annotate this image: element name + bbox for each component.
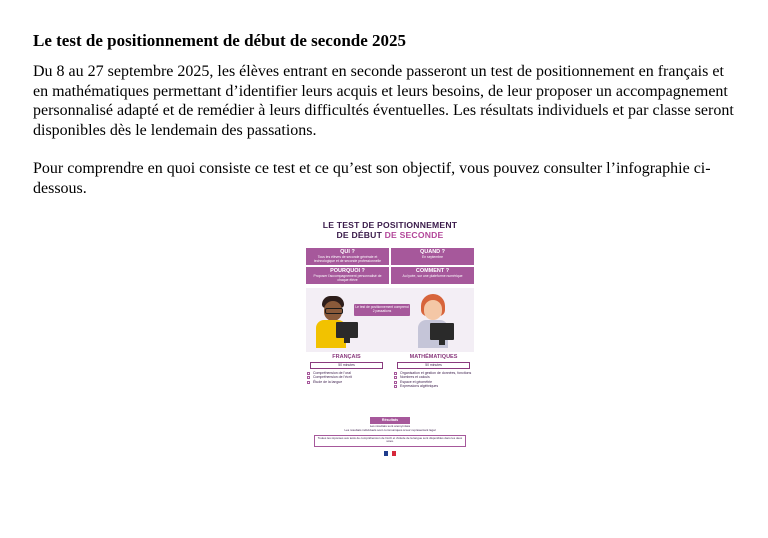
document-title: Le test de positionnement de début de seconde 2025 — [33, 31, 407, 50]
subject-heading: MATHÉMATIQUES — [409, 354, 458, 360]
cell-heading: QUI ? — [340, 249, 355, 255]
document — [33, 30, 738, 198]
title-part: DE DÉBUT — [336, 229, 385, 240]
monitor-stand — [344, 338, 350, 343]
cell-heading: COMMENT ? — [415, 268, 450, 274]
cell-heading: QUAND ? — [419, 249, 446, 255]
passations-bubble: Le test de positionnement comprend 2 passations — [354, 304, 410, 316]
republic-logo-icon — [384, 451, 396, 456]
subject-duration: 50 minutes — [397, 362, 470, 369]
infographic-title — [306, 221, 474, 240]
cell-text: En septembre — [421, 255, 444, 259]
list-item: Organisation et gestion de données, fonctions — [393, 371, 474, 375]
subject-maths — [393, 354, 474, 389]
subject-francais — [306, 354, 387, 389]
results-note: Toutes les réponses aux tests de compréhension de l’écrit et d’étude de la langue sont disponibles dans les deux voies. — [314, 435, 466, 447]
glasses-icon — [325, 308, 343, 314]
list-item: Compréhension de l’écrit — [306, 375, 387, 379]
monitor-stand — [439, 340, 445, 345]
infographic-paragraph: Pour comprendre en quoi consiste ce test et ce qu’est son objectif, vous pouvez consulter l’infographie ci-dessous. — [33, 160, 711, 197]
list-item: Espace et géométrie — [393, 380, 474, 384]
list-item: Étude de la langue — [306, 380, 387, 384]
results-text-2: Les résultats individuels sont communiqués à leur représentant légal — [344, 428, 436, 432]
subjects — [306, 354, 474, 389]
cell-heading: POURQUOI ? — [330, 268, 365, 274]
illustration-students — [306, 288, 474, 352]
monitor-icon — [430, 323, 454, 340]
student2-face — [424, 300, 442, 320]
infographic-title-line1: LE TEST DE POSITIONNEMENT — [322, 220, 458, 230]
list-item: Compréhension de l’oral — [306, 371, 387, 375]
cell-quand — [391, 248, 474, 265]
cell-qui — [306, 248, 389, 265]
infographic-title-line2 — [306, 231, 474, 241]
results-text: Les résultats sont anonymisés — [369, 424, 411, 428]
monitor-icon — [336, 322, 358, 338]
cell-comment — [391, 267, 474, 284]
info-grid — [306, 248, 474, 286]
subject-heading: FRANÇAIS — [332, 354, 361, 360]
intro-paragraph: Du 8 au 27 septembre 2025, les élèves entrant en seconde passeront un test de positionnement en français et en mathématiques permettant d’identifier leurs acquis et leurs besoins, de leur proposer un accompagnement personnalisé adapté et de remédier à leurs difficultés éventuelles. Les résultats individuels et par classe seront disponibles dès le lendemain des passations. — [33, 63, 734, 139]
cell-text: Au lycée, sur une plateforme numérique — [402, 274, 463, 278]
cell-text: Tous les élèves de seconde générale et technologique et de seconde professionnelle — [313, 255, 382, 263]
title-accent: DE SECONDE — [384, 229, 444, 240]
list-item: Nombres et calculs — [393, 375, 474, 379]
subject-duration: 50 minutes — [310, 362, 383, 369]
cell-pourquoi — [306, 267, 389, 284]
cell-text: Proposer l’accompagnement personnalisé de chaque élève — [313, 274, 382, 282]
list-item: Expressions algébriques — [393, 384, 474, 388]
results-badge: Résultats — [370, 417, 410, 424]
infographic — [306, 221, 474, 453]
